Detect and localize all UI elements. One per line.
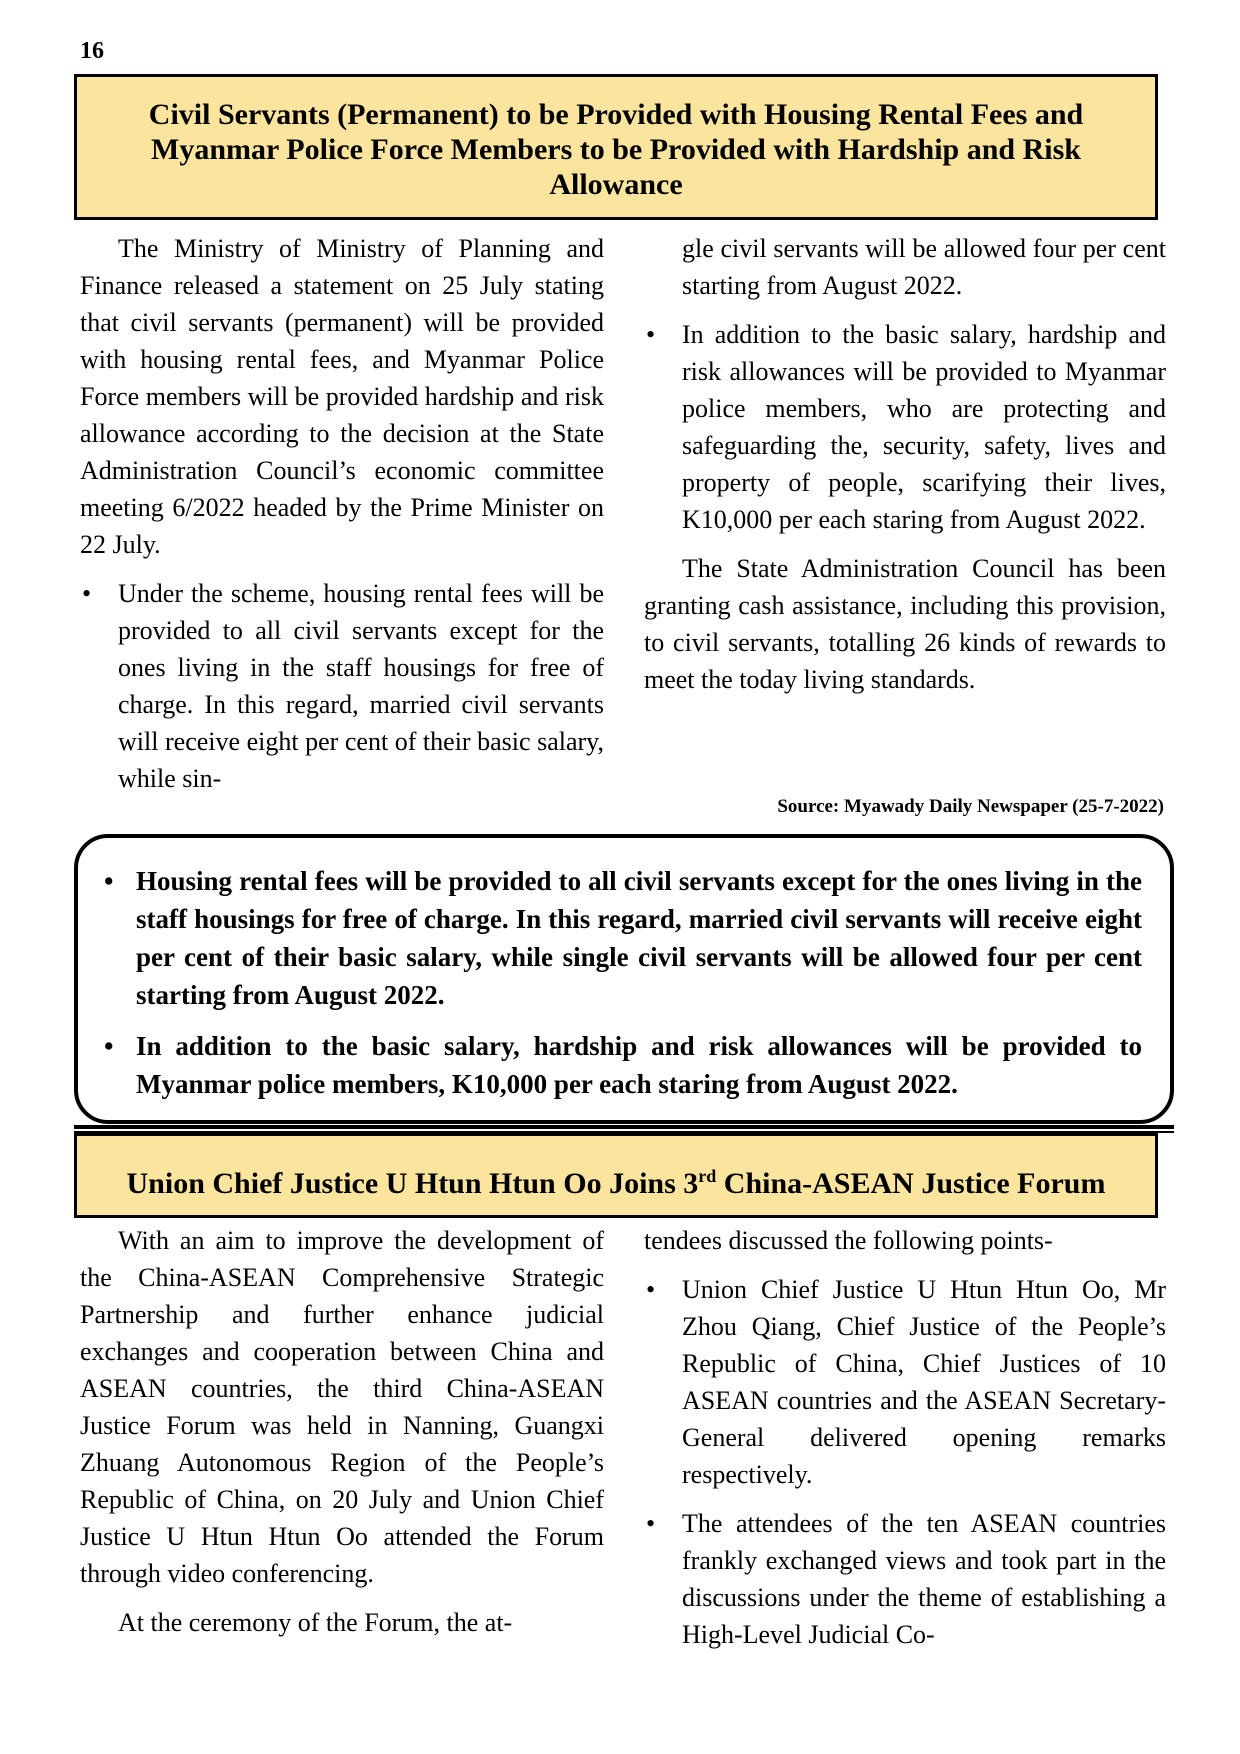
- page-number: 16: [80, 38, 104, 64]
- article1-source-credit: Source: Myawady Daily Newspaper (25-7-2022): [777, 796, 1164, 817]
- summary-bullet-list: [98, 862, 1142, 1103]
- article1-intro-paragraph: The Ministry of Ministry of Planning and Finance released a statement on 25 July stating that civil servants (permanent) will be provided with housing rental fees, and Myanmar Police Force members will be provided hardship and risk allowance according to the decision at the State Administration Council’s economic committee meeting 6/2022 headed by the Prime Minister on 22 July.: [80, 234, 604, 559]
- article1-bullet-hardship-allowance: • In addition to the basic salary, hardship and risk allowances will be provided to Myanmar police members, who are protecting and safeguarding the, security, safety, lives and property of people, scarifying their lives, K10,000 per each staring from August 2022.: [644, 316, 1166, 538]
- section-divider-top: [74, 1125, 1174, 1129]
- article-title-housing-allowance: Civil Servants (Permanent) to be Provided with Housing Rental Fees and Myanmar Police Force Members to be Provided with Hardship and Risk Allowance: [74, 74, 1158, 220]
- summary-highlight-box: [74, 834, 1174, 1124]
- article2-title-superscript: rd: [698, 1166, 717, 1186]
- article2-bullet-discussions: • The attendees of the ten ASEAN countries frankly exchanged views and took part in the discussions under the theme of establishing a High-Level Judicial Co-: [644, 1505, 1166, 1653]
- article2-column-left: [80, 1222, 604, 1653]
- article1-bullet-list: [80, 575, 604, 797]
- article1-column-left: [80, 230, 604, 809]
- article2-column-right: [644, 1222, 1166, 1665]
- summary-bullet-housing: • Housing rental fees will be provided to all civil servants except for the ones living in the staff housings for free of charge. In this regard, married civil servants will receive eight per cent of their basic salary, while single civil servants will be allowed four per cent starting from August 2022.: [98, 862, 1142, 1014]
- article2-bullet-opening-remarks: • Union Chief Justice U Htun Htun Oo, Mr Zhou Qiang, Chief Justice of the People’s Republic of China, Chief Justices of 10 ASEAN countries and the ASEAN Secretary-General delivered opening remarks respectively.: [644, 1271, 1166, 1493]
- article2-title-main: Union Chief Justice U Htun Htun Oo Joins 3: [126, 1167, 699, 1200]
- article2-ceremony-paragraph-continued: tendees discussed the following points-: [644, 1226, 1053, 1255]
- summary-bullet-police: • In addition to the basic salary, hardship and risk allowances will be provided to Myanmar police members, K10,000 per each staring from August 2022.: [98, 1027, 1142, 1103]
- article2-intro-paragraph: With an aim to improve the development of the China-ASEAN Comprehensive Strategic Partnership and further enhance judicial exchanges and cooperation between China and ASEAN countries, the third China-ASEAN Justice Forum was held in Nanning, Guangxi Zhuang Autonomous Region of the People’s Republic of China, on 20 July and Union Chief Justice U Htun Htun Oo attended the Forum through video conferencing.: [80, 1226, 604, 1588]
- article2-ceremony-paragraph: At the ceremony of the Forum, the at-: [118, 1608, 513, 1637]
- article-title-justice-forum: [74, 1133, 1158, 1218]
- article1-closing-paragraph: The State Administration Council has been granting cash assistance, including this provision, to civil servants, totalling 26 kinds of rewards to meet the today living standards.: [644, 554, 1166, 694]
- article1-bullet-list-continued: [644, 316, 1166, 538]
- article2-title-rest: China-ASEAN Justice Forum: [716, 1167, 1106, 1200]
- article1-bullet-housing-fees: • Under the scheme, housing rental fees will be provided to all civil servants except for the ones living in the staff housings for free of charge. In this regard, married civil servants will receive eight per cent of their basic salary, while sin-: [80, 575, 604, 797]
- article1-column-right: [644, 230, 1166, 710]
- article2-bullet-list: [644, 1271, 1166, 1653]
- article1-bullet-housing-fees-continued: gle civil servants will be allowed four per cent starting from August 2022.: [682, 234, 1166, 300]
